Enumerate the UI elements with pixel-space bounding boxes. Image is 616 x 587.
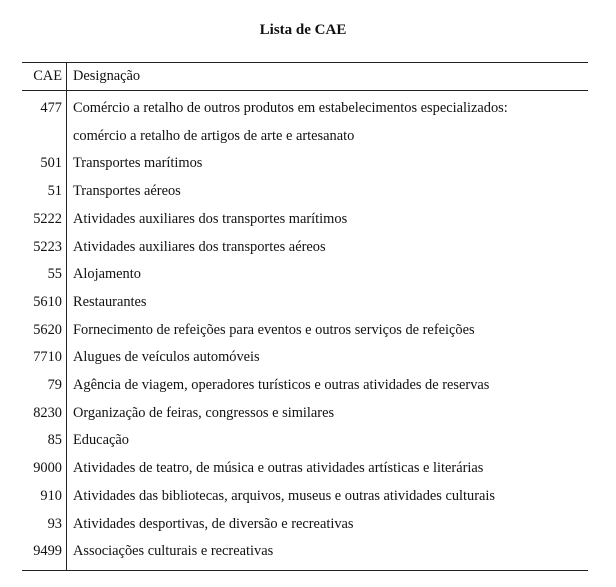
cae-code: 5620 (22, 317, 67, 345)
cae-table (22, 62, 588, 571)
cae-code: 79 (22, 372, 67, 400)
header-designation: Designação (67, 63, 589, 91)
cae-code: 910 (22, 483, 67, 511)
cae-code: 55 (22, 261, 67, 289)
table-row (22, 427, 588, 455)
cae-code: 93 (22, 511, 67, 539)
table-row (22, 455, 588, 483)
cae-designation: Alojamento (73, 266, 141, 283)
table-row (22, 289, 588, 317)
table-header-row (22, 63, 588, 91)
header-cae: CAE (22, 63, 67, 91)
table-row (22, 344, 588, 372)
cae-designation: comércio a retalho de artigos de arte e artesanato (73, 127, 355, 144)
table-row (22, 150, 588, 178)
table-row (22, 234, 588, 262)
cae-code: 8230 (22, 400, 67, 428)
cae-designation: Comércio a retalho de outros produtos em estabelecimentos especializados: (73, 100, 508, 116)
cae-designation: Atividades de teatro, de música e outras atividades artísticas e literárias (73, 460, 484, 477)
cae-code: 85 (22, 427, 67, 455)
document-title: Lista de CAE (259, 22, 347, 38)
cae-code: 501 (22, 150, 67, 178)
cae-code: 51 (22, 178, 67, 206)
cae-designation: Transportes aéreos (73, 183, 181, 200)
cae-designation: Restaurantes (73, 293, 147, 310)
cae-designation: Atividades auxiliares dos transportes aéreos (73, 238, 326, 255)
cae-designation: Organização de feiras, congressos e similares (73, 404, 335, 421)
cae-code: 5222 (22, 206, 67, 234)
table-body (22, 91, 588, 571)
table-row (22, 538, 588, 570)
cae-designation: Agência de viagem, operadores turísticos e outras atividades de reservas (73, 377, 490, 394)
table-row (22, 91, 588, 123)
cae-code: 9000 (22, 455, 67, 483)
cae-code (22, 123, 67, 151)
table-row (22, 372, 588, 400)
table-row (22, 261, 588, 289)
cae-code: 7710 (22, 344, 67, 372)
cae-designation: Educação (73, 432, 129, 449)
table-row (22, 511, 588, 539)
table-row (22, 178, 588, 206)
cae-designation: Alugues de veículos automóveis (73, 349, 260, 366)
table-row (22, 483, 588, 511)
cae-code: 5610 (22, 289, 67, 317)
cae-designation: Associações culturais e recreativas (67, 538, 589, 570)
table-row (22, 206, 588, 234)
cae-code: 477 (22, 91, 67, 123)
cae-code: 5223 (22, 234, 67, 262)
cae-designation: Atividades das bibliotecas, arquivos, museus e outras atividades culturais (73, 487, 496, 504)
table-row (22, 317, 588, 345)
table-row (22, 123, 588, 151)
cae-designation: Atividades desportivas, de diversão e recreativas (73, 515, 354, 532)
cae-designation: Transportes marítimos (73, 155, 203, 172)
cae-code: 9499 (22, 538, 67, 570)
cae-designation: Atividades auxiliares dos transportes marítimos (73, 210, 348, 227)
table-row (22, 400, 588, 428)
cae-designation: Fornecimento de refeições para eventos e outros serviços de refeições (73, 321, 475, 338)
